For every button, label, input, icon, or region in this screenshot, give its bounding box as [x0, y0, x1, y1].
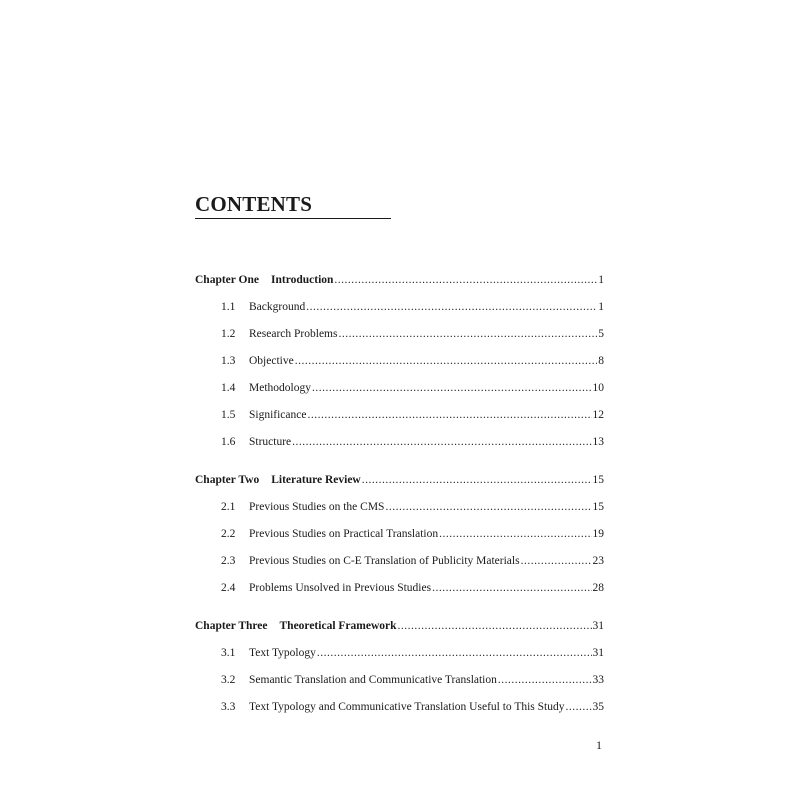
- section-number: 2.1: [221, 501, 236, 513]
- dot-leader: [317, 647, 592, 659]
- section-page: 1: [598, 301, 604, 313]
- toc-chapter-three[interactable]: [195, 620, 604, 632]
- section-number: 3.3: [221, 701, 236, 713]
- section-title: Text Typology and Communicative Translation Useful to This Study: [249, 701, 565, 713]
- chapter-title: Introduction: [271, 274, 334, 286]
- dot-leader: [439, 528, 591, 540]
- chapter-label: Chapter Two: [195, 474, 260, 486]
- dot-leader: [566, 701, 592, 713]
- dot-leader: [521, 555, 592, 567]
- section-page: 19: [592, 528, 604, 540]
- chapter-title: Literature Review: [271, 474, 361, 486]
- toc-section[interactable]: [221, 674, 604, 686]
- section-page: 31: [592, 647, 604, 659]
- section-number: 3.2: [221, 674, 236, 686]
- chapter-label: Chapter Three: [195, 620, 268, 632]
- section-page: 13: [592, 436, 604, 448]
- dot-leader: [306, 301, 597, 313]
- dot-leader: [338, 328, 597, 340]
- dot-leader: [312, 382, 592, 394]
- section-number: 3.1: [221, 647, 236, 659]
- section-title: Research Problems: [249, 328, 338, 340]
- dot-leader: [307, 409, 591, 421]
- section-number: 1.2: [221, 328, 236, 340]
- dot-leader: [498, 674, 592, 686]
- section-title: Problems Unsolved in Previous Studies: [249, 582, 432, 594]
- toc-section[interactable]: [221, 528, 604, 540]
- dot-leader: [398, 620, 592, 632]
- dot-leader: [292, 436, 591, 448]
- section-number: 2.4: [221, 582, 236, 594]
- toc-section[interactable]: [221, 555, 604, 567]
- section-page: 8: [598, 355, 604, 367]
- section-number: 1.6: [221, 436, 236, 448]
- toc-section[interactable]: [221, 436, 604, 448]
- dot-leader: [295, 355, 598, 367]
- toc-section[interactable]: [221, 355, 604, 367]
- section-title: Semantic Translation and Communicative Translation: [249, 674, 497, 686]
- section-page: 23: [592, 555, 604, 567]
- section-number: 1.3: [221, 355, 236, 367]
- dot-leader: [432, 582, 591, 594]
- section-title: Previous Studies on C-E Translation of Publicity Materials: [249, 555, 520, 567]
- section-title: Previous Studies on Practical Translation: [249, 528, 439, 540]
- toc-section[interactable]: [221, 382, 604, 394]
- toc-section[interactable]: [221, 582, 604, 594]
- chapter-page: 31: [592, 620, 604, 632]
- chapter-label: Chapter One: [195, 274, 259, 286]
- section-page: 15: [592, 501, 604, 513]
- section-page: 5: [598, 328, 604, 340]
- section-title: Objective: [249, 355, 294, 367]
- toc-chapter-one[interactable]: [195, 274, 604, 286]
- section-title: Previous Studies on the CMS: [249, 501, 385, 513]
- section-page: 33: [592, 674, 604, 686]
- dot-leader: [334, 274, 597, 286]
- toc-section[interactable]: [221, 501, 604, 513]
- toc-section[interactable]: [221, 701, 604, 713]
- section-title: Background: [249, 301, 306, 313]
- section-number: 1.5: [221, 409, 236, 421]
- section-number: 1.1: [221, 301, 236, 313]
- section-number: 2.3: [221, 555, 236, 567]
- section-number: 2.2: [221, 528, 236, 540]
- toc-section[interactable]: [221, 301, 604, 313]
- toc-section[interactable]: [221, 409, 604, 421]
- section-page: 12: [592, 409, 604, 421]
- section-page: 10: [592, 382, 604, 394]
- chapter-title: Theoretical Framework: [279, 620, 397, 632]
- dot-leader: [385, 501, 591, 513]
- section-title: Significance: [249, 409, 307, 421]
- section-page: 28: [592, 582, 604, 594]
- dot-leader: [362, 474, 592, 486]
- page-title: CONTENTS: [195, 190, 391, 219]
- toc-section[interactable]: [221, 647, 604, 659]
- chapter-page: 1: [598, 274, 604, 286]
- section-title: Text Typology: [249, 647, 316, 659]
- page-number: 1: [596, 738, 602, 752]
- section-number: 1.4: [221, 382, 236, 394]
- toc-section[interactable]: [221, 328, 604, 340]
- toc-chapter-two[interactable]: [195, 474, 604, 486]
- section-title: Methodology: [249, 382, 311, 394]
- chapter-page: 15: [592, 474, 604, 486]
- section-page: 35: [592, 701, 604, 713]
- section-title: Structure: [249, 436, 292, 448]
